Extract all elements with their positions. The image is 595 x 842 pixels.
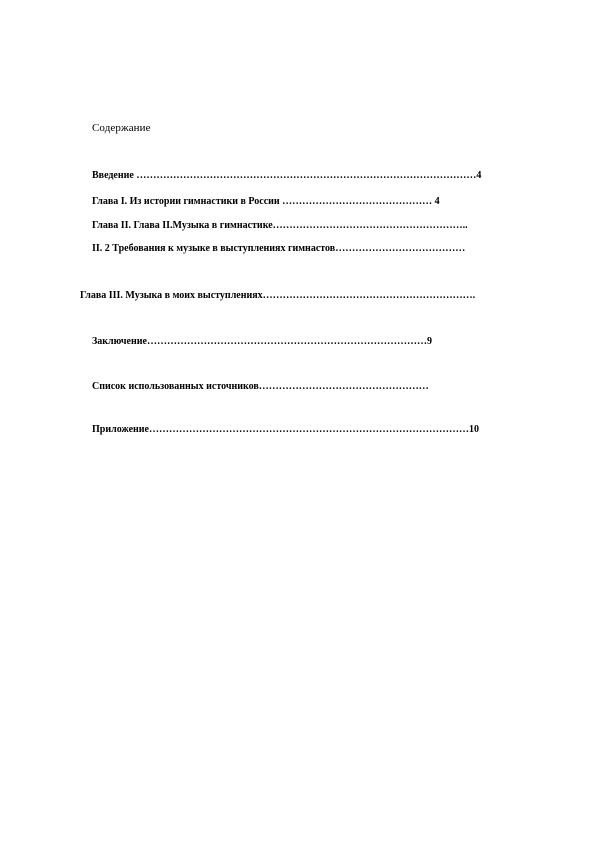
toc-entry-chapter-3: Глава III. Музыка в моих выступлениях………………………………………………………. [80, 290, 476, 301]
toc-entry-chapter-2: Глава II. Глава II.Музыка в гимнастике………………………………………………….. [92, 220, 468, 231]
toc-entry-appendix: Приложение……………………………………………………………………………………10 [92, 424, 479, 435]
toc-entry-chapter-1: Глава I. Из истории гимнастики в России ……………………………………… 4 [92, 196, 440, 207]
toc-title: Содержание [92, 122, 151, 134]
toc-entry-conclusion: Заключение…………………………………………………………………………9 [92, 336, 432, 347]
toc-entry-references: Список использованных источников…………………………………………… [92, 381, 429, 392]
toc-entry-introduction: Введение …………………………………………………………………………………………4 [92, 170, 482, 181]
toc-entry-chapter-2-2: II. 2 Требования к музыке в выступлениях гимнастов………………………………… [92, 243, 466, 254]
